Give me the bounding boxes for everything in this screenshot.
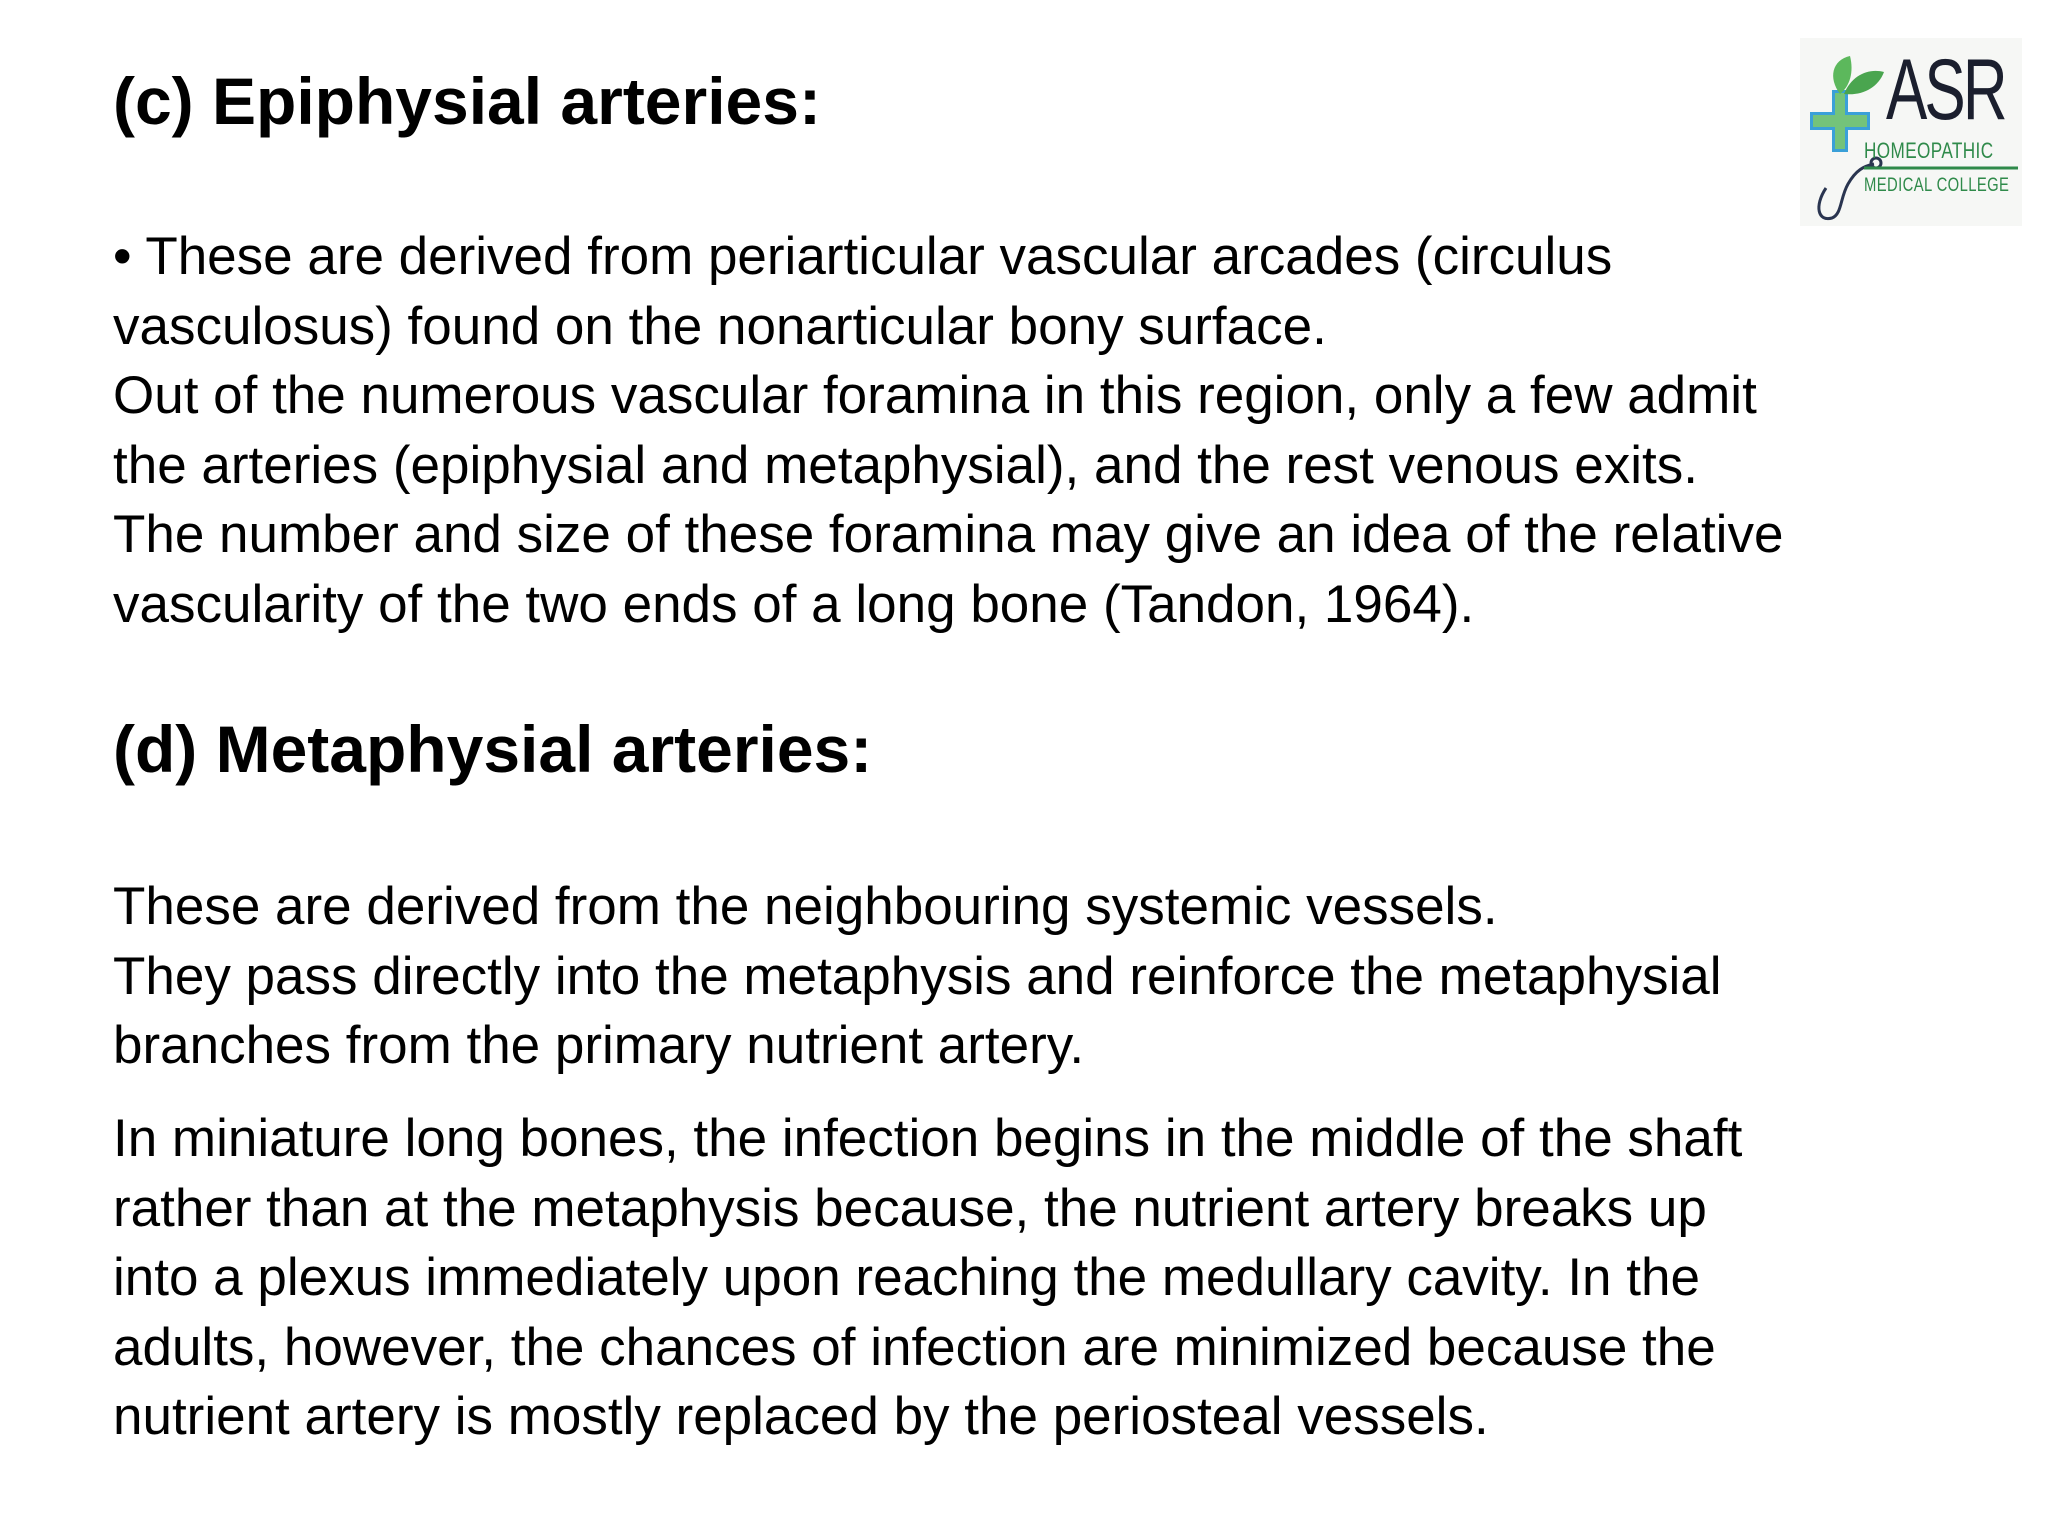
- text-line: vasculosus) found on the nonarticular bony surface.: [113, 296, 1327, 356]
- logo-subtitle-medical-college: MEDICAL COLLEGE: [1864, 175, 2010, 196]
- paragraph-infection-note: [113, 1104, 1993, 1452]
- heading-epiphysial-arteries: (c) Epiphysial arteries:: [113, 64, 821, 138]
- text-line: into a plexus immediately upon reaching the medullary cavity. In the: [113, 1248, 1700, 1307]
- text-line: They pass directly into the metaphysis and reinforce the metaphysial: [113, 946, 1722, 1006]
- cross-inner-horizontal: [1813, 115, 1867, 127]
- heading-metaphysial-arteries: (d) Metaphysial arteries:: [113, 712, 873, 786]
- logo-title: ASR: [1886, 42, 2005, 138]
- paragraph-metaphysial: [113, 872, 1993, 1081]
- text-line: • These are derived from periarticular vascular arcades (circulus: [113, 227, 1613, 286]
- text-line: These are derived from the neighbouring systemic vessels.: [113, 877, 1498, 936]
- text-line: Out of the numerous vascular foramina in this region, only a few admit: [113, 366, 1757, 425]
- text-line: vascularity of the two ends of a long bone (Tandon, 1964).: [113, 574, 1475, 634]
- text-line: The number and size of these foramina may give an idea of the relative: [113, 505, 1784, 564]
- text-line: rather than at the metaphysis because, the nutrient artery breaks up: [113, 1178, 1707, 1238]
- text-line: adults, however, the chances of infection are minimized because the: [113, 1317, 1716, 1377]
- logo-subtitle-homeopathic: HOMEOPATHIC: [1864, 138, 1994, 163]
- text-line: nutrient artery is mostly replaced by the periosteal vessels.: [113, 1387, 1489, 1446]
- text-line: In miniature long bones, the infection begins in the middle of the shaft: [113, 1109, 1743, 1168]
- text-line: branches from the primary nutrient artery.: [113, 1016, 1085, 1075]
- text-line: the arteries (epiphysial and metaphysial), and the rest venous exits.: [113, 435, 1698, 495]
- paragraph-epiphysial: [113, 222, 1993, 639]
- college-logo: [1800, 38, 2022, 226]
